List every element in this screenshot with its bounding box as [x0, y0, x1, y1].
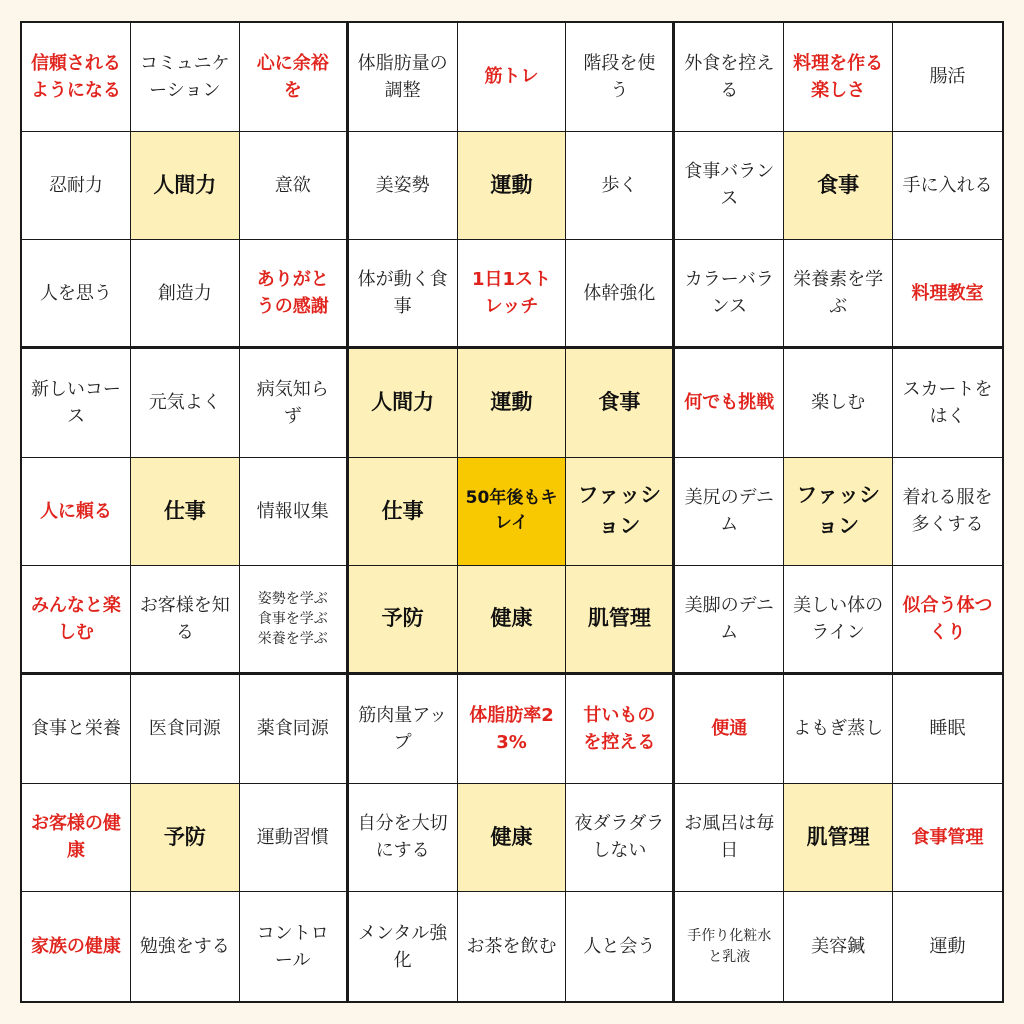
cell-text: お風呂は毎日	[684, 813, 775, 862]
goal-cell-r7-c2	[131, 675, 240, 784]
cell-text: 筋トレ	[484, 66, 539, 88]
cell-text: 人間力	[153, 172, 217, 197]
goal-cell-r1-c1	[22, 23, 131, 132]
goal-cell-r3-c3	[240, 240, 349, 349]
cell-text: 1日1ストレッチ	[471, 269, 552, 318]
goal-cell-r9-c4	[349, 892, 458, 1001]
cell-text: 運動	[929, 936, 966, 958]
goal-cell-r4-c8	[784, 349, 893, 458]
theme-cell-r4-c5	[458, 349, 567, 458]
cell-text: 勉強をする	[139, 936, 230, 958]
cell-text: 美容鍼	[811, 936, 866, 958]
cell-text: ファッション	[577, 482, 662, 539]
cell-text: よもぎ蒸し	[793, 718, 884, 740]
cell-text: 体が動く食事	[357, 269, 448, 318]
goal-cell-r1-c7	[675, 23, 784, 132]
cell-text: 予防	[163, 824, 206, 849]
cell-text: 腸活	[929, 66, 966, 88]
cell-text: 外食を控える	[684, 52, 775, 101]
goal-cell-r4-c9	[893, 349, 1002, 458]
goal-cell-r7-c4	[349, 675, 458, 784]
cell-text: みんなと楽しむ	[30, 595, 121, 644]
cell-text: 予防	[381, 606, 424, 631]
cell-text: 食事バランス	[684, 161, 775, 210]
goal-cell-r2-c6	[566, 132, 675, 241]
theme-cell-r4-c4	[349, 349, 458, 458]
cell-text: ファッション	[796, 482, 880, 539]
cell-text: 料理教室	[911, 282, 984, 304]
cell-text: 肌管理	[806, 824, 870, 849]
theme-cell-r2-c5	[458, 132, 567, 241]
theme-cell-r6-c4	[349, 566, 458, 675]
core-goal-cell-r5-c5	[458, 458, 567, 567]
goal-cell-r3-c1	[22, 240, 131, 349]
goal-cell-r6-c3	[240, 566, 349, 675]
goal-cell-r9-c2	[131, 892, 240, 1001]
goal-cell-r1-c2	[131, 23, 240, 132]
goal-cell-r3-c8	[784, 240, 893, 349]
cell-text: 新しいコース	[30, 378, 121, 427]
cell-text: 情報収集	[256, 500, 329, 522]
goal-cell-r1-c6	[566, 23, 675, 132]
goal-cell-r1-c4	[349, 23, 458, 132]
cell-text: 家族の健康	[30, 936, 121, 958]
cell-text: 階段を使う	[583, 52, 656, 101]
theme-cell-r8-c5	[458, 784, 567, 893]
goal-cell-r9-c1	[22, 892, 131, 1001]
cell-text: 体幹強化	[583, 282, 656, 304]
cell-text: 仕事	[163, 498, 206, 523]
theme-cell-r8-c2	[131, 784, 240, 893]
cell-text: 健康	[490, 606, 533, 631]
cell-text: 人に頼る	[39, 500, 112, 522]
goal-cell-r4-c3	[240, 349, 349, 458]
goal-cell-r7-c7	[675, 675, 784, 784]
goal-cell-r2-c9	[893, 132, 1002, 241]
cell-text: 元気よく	[148, 392, 221, 414]
cell-text: 美姿勢	[375, 174, 430, 196]
goal-cell-r7-c1	[22, 675, 131, 784]
cell-text: お客様を知る	[139, 595, 230, 644]
goal-cell-r5-c9	[893, 458, 1002, 567]
cell-text: 何でも挑戦	[684, 392, 775, 414]
goal-cell-r2-c4	[349, 132, 458, 241]
goal-cell-r6-c1	[22, 566, 131, 675]
goal-cell-r9-c9	[893, 892, 1002, 1001]
goal-cell-r1-c8	[784, 23, 893, 132]
cell-text: 忍耐力	[48, 174, 103, 196]
theme-cell-r5-c8	[784, 458, 893, 567]
cell-text: 体脂肪率23%	[469, 704, 554, 753]
cell-text: 医食同源	[148, 718, 221, 740]
cell-text: 薬食同源	[256, 718, 329, 740]
cell-text: カラーバランス	[684, 269, 774, 318]
goal-cell-r5-c3	[240, 458, 349, 567]
goal-cell-r8-c9	[893, 784, 1002, 893]
theme-cell-r5-c2	[131, 458, 240, 567]
cell-text: 仕事	[381, 498, 424, 523]
goal-cell-r9-c7	[675, 892, 784, 1001]
goal-cell-r8-c3	[240, 784, 349, 893]
theme-cell-r8-c8	[784, 784, 893, 893]
theme-cell-r6-c5	[458, 566, 567, 675]
theme-cell-r5-c6	[566, 458, 675, 567]
cell-text: ありがとうの感謝	[256, 269, 329, 318]
goal-cell-r8-c4	[349, 784, 458, 893]
cell-text: 運動習慣	[256, 826, 329, 848]
cell-text: 創造力	[157, 282, 212, 304]
cell-text: 病気知らず	[256, 378, 329, 427]
goal-cell-r6-c9	[893, 566, 1002, 675]
goal-cell-r1-c9	[893, 23, 1002, 132]
cell-text: 似合う体つくり	[902, 595, 993, 644]
goal-cell-r9-c8	[784, 892, 893, 1001]
cell-text: 着れる服を多くする	[902, 487, 993, 536]
mandala-chart-grid	[20, 21, 1004, 1003]
cell-text: 運動	[490, 390, 533, 415]
cell-text: 美しい体のライン	[793, 595, 884, 644]
cell-text: 便通	[711, 718, 748, 740]
goal-cell-r3-c5	[458, 240, 567, 349]
cell-text: 姿勢を学ぶ 食事を学ぶ 栄養を学ぶ	[257, 590, 328, 648]
goal-cell-r7-c6	[566, 675, 675, 784]
theme-cell-r5-c4	[349, 458, 458, 567]
goal-cell-r8-c6	[566, 784, 675, 893]
cell-text: 夜ダラダラしない	[574, 813, 665, 862]
goal-cell-r9-c5	[458, 892, 567, 1001]
cell-text: 肌管理	[587, 606, 651, 631]
goal-cell-r6-c8	[784, 566, 893, 675]
cell-text: 自分を大切にする	[357, 813, 448, 862]
cell-text: 美脚のデニム	[684, 595, 774, 644]
cell-text: 人間力	[371, 390, 435, 415]
theme-cell-r2-c2	[131, 132, 240, 241]
goal-cell-r7-c8	[784, 675, 893, 784]
cell-text: 食事管理	[911, 826, 984, 848]
goal-cell-r7-c5	[458, 675, 567, 784]
goal-cell-r3-c9	[893, 240, 1002, 349]
goal-cell-r9-c3	[240, 892, 349, 1001]
theme-cell-r6-c6	[566, 566, 675, 675]
goal-cell-r8-c7	[675, 784, 784, 893]
goal-cell-r6-c7	[675, 566, 784, 675]
cell-text: メンタル強化	[357, 922, 448, 971]
goal-cell-r4-c7	[675, 349, 784, 458]
goal-cell-r1-c5	[458, 23, 567, 132]
cell-text: 筋肉量アップ	[358, 704, 447, 753]
cell-text: 意欲	[274, 174, 311, 196]
goal-cell-r8-c1	[22, 784, 131, 893]
cell-text: 手に入れる	[902, 174, 993, 196]
cell-text: 運動	[490, 172, 533, 197]
cell-text: 手作り化粧水と乳液	[687, 928, 772, 965]
cell-text: 人と会う	[583, 936, 656, 958]
goal-cell-r2-c3	[240, 132, 349, 241]
goal-cell-r5-c1	[22, 458, 131, 567]
cell-text: お茶を飲む	[466, 936, 557, 958]
cell-text: 信頼されるようになる	[30, 52, 121, 101]
cell-text: お客様の健康	[30, 813, 121, 862]
goal-cell-r7-c9	[893, 675, 1002, 784]
goal-cell-r6-c2	[131, 566, 240, 675]
goal-cell-r4-c1	[22, 349, 131, 458]
goal-cell-r1-c3	[240, 23, 349, 132]
goal-cell-r4-c2	[131, 349, 240, 458]
cell-text: 食事と栄養	[30, 718, 121, 740]
theme-cell-r2-c8	[784, 132, 893, 241]
theme-cell-r4-c6	[566, 349, 675, 458]
cell-text: 食事	[598, 390, 641, 415]
cell-text: コミュニケーション	[140, 52, 230, 101]
cell-text: 体脂肪量の調整	[357, 52, 448, 101]
cell-text: 健康	[490, 824, 533, 849]
goal-cell-r3-c6	[566, 240, 675, 349]
goal-cell-r5-c7	[675, 458, 784, 567]
goal-cell-r3-c7	[675, 240, 784, 349]
cell-text: 料理を作る楽しさ	[793, 52, 884, 101]
cell-text: 歩く	[601, 174, 638, 196]
cell-text: 人を思う	[39, 282, 112, 304]
cell-text: 食事	[817, 172, 860, 197]
goal-cell-r2-c1	[22, 132, 131, 241]
cell-text: 甘いものを控える	[583, 704, 656, 753]
goal-cell-r9-c6	[566, 892, 675, 1001]
cell-text: 心に余裕を	[256, 52, 329, 101]
goal-cell-r3-c2	[131, 240, 240, 349]
cell-text: 睡眠	[929, 718, 966, 740]
goal-cell-r2-c7	[675, 132, 784, 241]
cell-text: スカートをはく	[902, 378, 993, 427]
cell-text: コントロール	[256, 922, 329, 971]
cell-text: 楽しむ	[811, 392, 866, 414]
goal-cell-r3-c4	[349, 240, 458, 349]
cell-text: 栄養素を学ぶ	[793, 269, 884, 318]
cell-text: 50年後もキレイ	[465, 487, 558, 534]
cell-text: 美尻のデニム	[684, 487, 774, 536]
goal-cell-r7-c3	[240, 675, 349, 784]
